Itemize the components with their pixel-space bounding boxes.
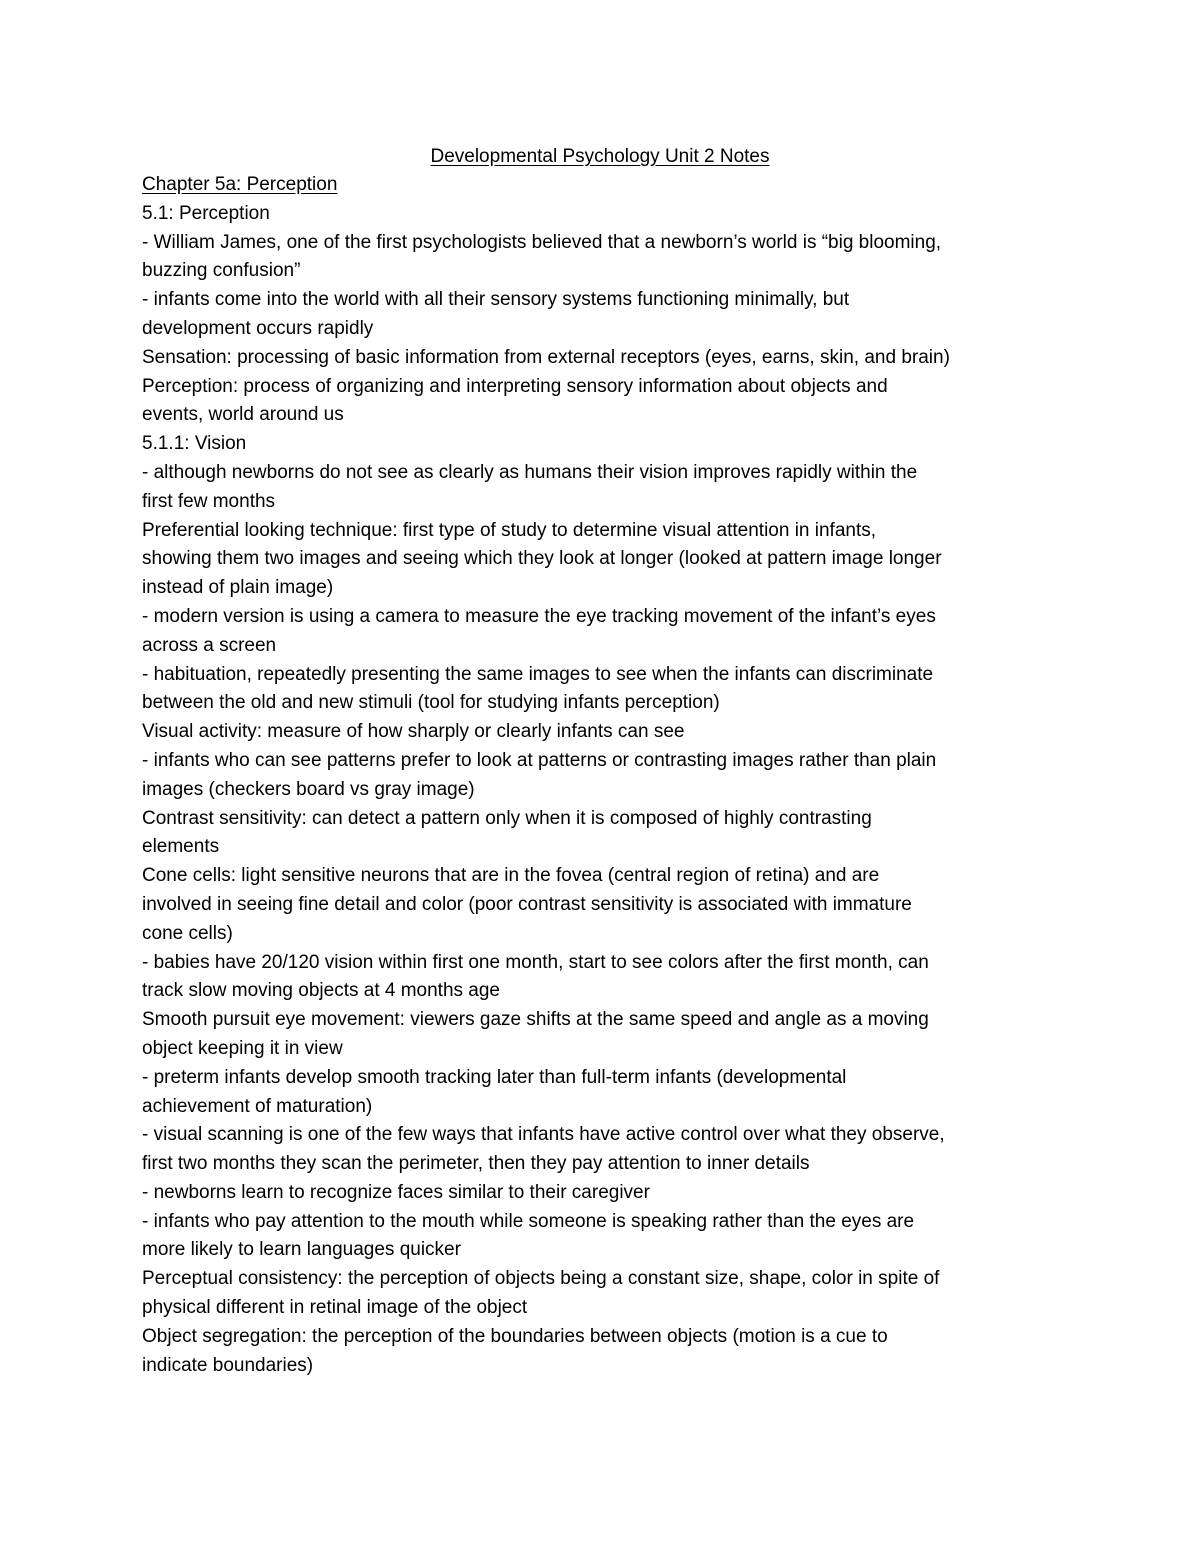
text-line: - habituation, repeatedly presenting the same images to see when the infants can discriminate [142, 663, 934, 685]
text-line: Preferential looking technique: first type of study to determine visual attention in infants, [142, 519, 877, 541]
text-line: - visual scanning is one of the few ways that infants have active control over what they observe, [142, 1124, 945, 1146]
page-title: Developmental Psychology Unit 2 Notes [430, 146, 770, 167]
text-line: - preterm infants develop smooth tracking later than full-term infants (developmental [142, 1066, 847, 1088]
text-line: cone cells) [142, 922, 233, 944]
text-line: across a screen [142, 634, 277, 656]
text-line: first few months [142, 490, 276, 512]
notes-body [142, 171, 1057, 1380]
text-line: involved in seeing fine detail and color (poor contrast sensitivity is associated with immature [142, 893, 912, 915]
text-line: Cone cells: light sensitive neurons that are in the fovea (central region of retina) and are [142, 865, 880, 887]
text-line: - William James, one of the first psychologists believed that a newborn’s world is “big blooming, [142, 231, 942, 253]
text-line: instead of plain image) [142, 577, 334, 599]
text-line: images (checkers board vs gray image) [142, 778, 475, 800]
text-line: Visual activity: measure of how sharply or clearly infants can see [142, 721, 685, 743]
text-line: physical different in retinal image of the object [142, 1297, 528, 1319]
text-line: showing them two images and seeing which they look at longer (looked at pattern image longer [142, 548, 942, 570]
text-line: buzzing confusion” [142, 260, 301, 282]
text-line: achievement of maturation) [142, 1095, 373, 1117]
text-line: more likely to learn languages quicker [142, 1239, 461, 1261]
text-line: development occurs rapidly [142, 317, 374, 339]
text-line: - modern version is using a camera to measure the eye tracking movement of the infant’s eyes [142, 605, 936, 627]
text-line: - infants come into the world with all their sensory systems functioning minimally, but [142, 289, 850, 311]
text-line: Contrast sensitivity: can detect a pattern only when it is composed of highly contrasting [142, 807, 872, 829]
text-line: Sensation: processing of basic information from external receptors (eyes, earns, skin, and brain) [142, 346, 950, 368]
text-line: events, world around us [142, 404, 344, 426]
text-line: Smooth pursuit eye movement: viewers gaze shifts at the same speed and angle as a moving [142, 1009, 929, 1031]
text-line: track slow moving objects at 4 months age [142, 980, 501, 1002]
section-heading: 5.1.1: Vision [142, 433, 247, 455]
text-line: Object segregation: the perception of the boundaries between objects (motion is a cue to [142, 1325, 888, 1347]
text-line: - newborns learn to recognize faces similar to their caregiver [142, 1181, 650, 1203]
text-line: between the old and new stimuli (tool for studying infants perception) [142, 692, 720, 714]
text-line: indicate boundaries) [142, 1354, 314, 1376]
chapter-heading: Chapter 5a: Perception [142, 174, 338, 195]
text-line: - although newborns do not see as clearly as humans their vision improves rapidly within the [142, 461, 918, 483]
text-line: Perceptual consistency: the perception of objects being a constant size, shape, color in spite of [142, 1268, 940, 1290]
text-line: object keeping it in view [142, 1037, 343, 1059]
text-line: - babies have 20/120 vision within first one month, start to see colors after the first month, can [142, 951, 929, 973]
text-line: - infants who pay attention to the mouth while someone is speaking rather than the eyes are [142, 1210, 915, 1232]
text-line: first two months they scan the perimeter, then they pay attention to inner details [142, 1153, 810, 1175]
text-line: - infants who can see patterns prefer to look at patterns or contrasting images rather than plain [142, 749, 937, 771]
section-heading: 5.1: Perception [142, 202, 270, 224]
text-line: Perception: process of organizing and interpreting sensory information about objects and [142, 375, 888, 397]
text-line: elements [142, 836, 220, 858]
